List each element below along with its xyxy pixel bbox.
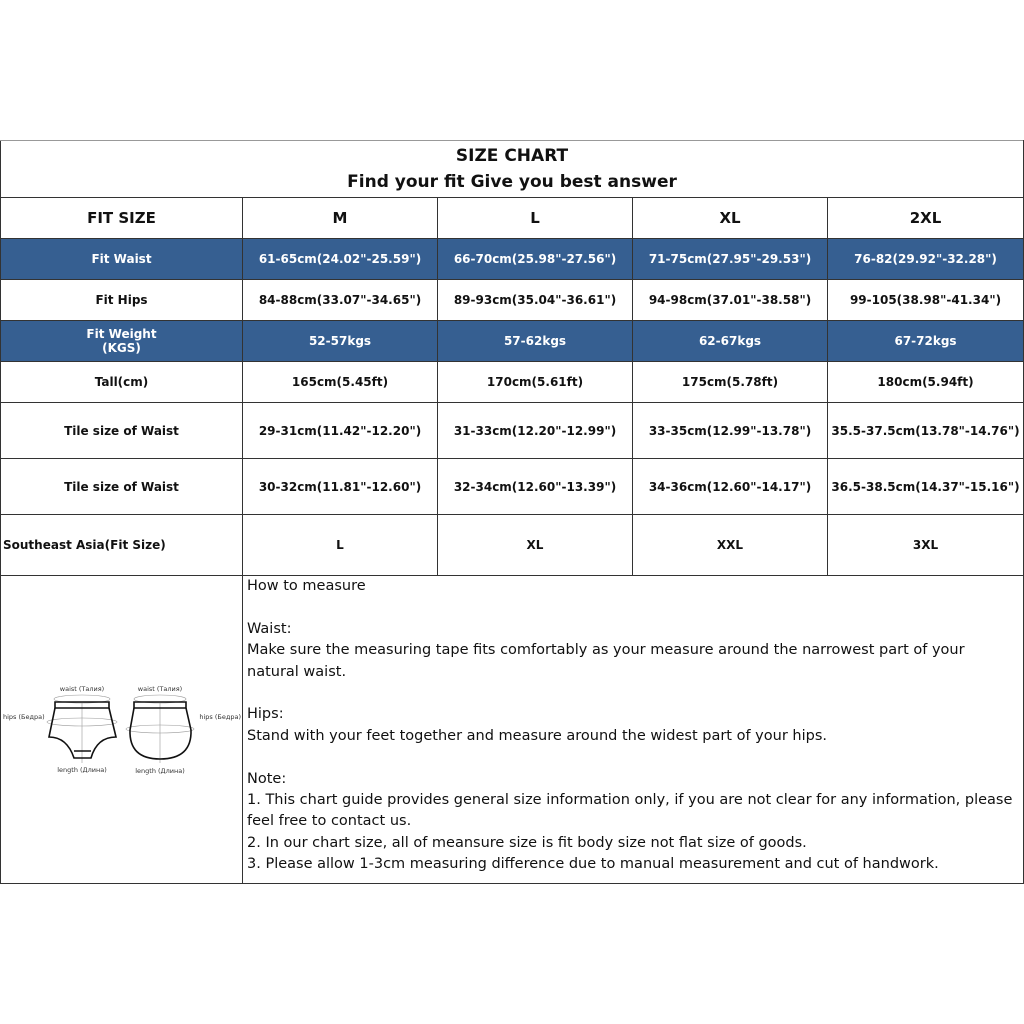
row-label: Fit Hips (1, 280, 243, 321)
cell: 31-33cm(12.20"-12.99") (438, 403, 633, 459)
table-row (1, 459, 1024, 515)
cell: 99-105(38.98"-41.34") (828, 280, 1024, 321)
waist-label: waist (Талия) (59, 684, 104, 693)
cell: 30-32cm(11.81"-12.60") (243, 459, 438, 515)
how-to-measure-cell (243, 576, 1024, 884)
cell: 66-70cm(25.98"-27.56") (438, 239, 633, 280)
row-label: Fit Waist (1, 239, 243, 280)
row-label: Tile size of Waist (1, 459, 243, 515)
hips-label: hips (Бедра) (2, 712, 45, 721)
header-label: FIT SIZE (1, 198, 243, 239)
row-label-line: (KGS) (102, 341, 141, 355)
row-label: Tile size of Waist (1, 403, 243, 459)
row-label: Southeast Asia(Fit Size) (1, 515, 243, 576)
cell: 170cm(5.61ft) (438, 362, 633, 403)
cell: 32-34cm(12.60"-13.39") (438, 459, 633, 515)
row-label-line: Fit Weight (86, 327, 157, 341)
cell: 165cm(5.45ft) (243, 362, 438, 403)
row-label (1, 321, 243, 362)
cell: 89-93cm(35.04"-36.61") (438, 280, 633, 321)
cell: 35.5-37.5cm(13.78"-14.76") (828, 403, 1024, 459)
table-row (1, 280, 1024, 321)
hips-text: Stand with your feet together and measure around the widest part of your hips. (247, 727, 827, 744)
header-size: M (243, 198, 438, 239)
cell: 67-72kgs (828, 321, 1024, 362)
length-label: length (Длина) (134, 766, 185, 775)
briefs-illustration (2, 675, 242, 785)
illustration-cell (1, 576, 243, 884)
table-row (1, 403, 1024, 459)
cell: 71-75cm(27.95"-29.53") (633, 239, 828, 280)
waist-text: Make sure the measuring tape fits comfortably as your measure around the narrowest part of your natural waist. (247, 642, 965, 680)
waist-label: waist (Талия) (137, 684, 182, 693)
note-item: 1. This chart guide provides general size information only, if you are not clear for any information, please feel free to contact us. (247, 792, 1013, 830)
cell: 52-57kgs (243, 321, 438, 362)
header-row (1, 198, 1024, 239)
cell: 33-35cm(12.99"-13.78") (633, 403, 828, 459)
hips-label: hips (Бедра) (198, 712, 241, 721)
header-size: XL (633, 198, 828, 239)
cell: 76-82(29.92"-32.28") (828, 239, 1024, 280)
hips-title: Hips: (247, 706, 284, 723)
length-label: length (Длина) (56, 765, 107, 774)
measure-heading: How to measure (247, 578, 366, 594)
cell: 29-31cm(11.42"-12.20") (243, 403, 438, 459)
cell: L (243, 515, 438, 576)
title-row (1, 141, 1024, 198)
cell: 61-65cm(24.02"-25.59") (243, 239, 438, 280)
note-item: 2. In our chart size, all of meansure size is fit body size not flat size of goods. (247, 834, 807, 851)
cell: 84-88cm(33.07"-34.65") (243, 280, 438, 321)
cell: 34-36cm(12.60"-14.17") (633, 459, 828, 515)
chart-subtitle: Find your fit Give you best answer (347, 172, 677, 192)
cell: 3XL (828, 515, 1024, 576)
waist-title: Waist: (247, 620, 292, 637)
table-row (1, 239, 1024, 280)
cell: 175cm(5.78ft) (633, 362, 828, 403)
cell: 36.5-38.5cm(14.37"-15.16") (828, 459, 1024, 515)
note-item: 3. Please allow 1-3cm measuring difference due to manual measurement and cut of handwork. (247, 856, 939, 873)
cell: 57-62kgs (438, 321, 633, 362)
cell: XXL (633, 515, 828, 576)
table-row (1, 362, 1024, 403)
size-chart-table (0, 140, 1024, 884)
table-row (1, 321, 1024, 362)
cell: 62-67kgs (633, 321, 828, 362)
title-cell (1, 141, 1024, 198)
table-row (1, 515, 1024, 576)
cell: XL (438, 515, 633, 576)
note-title: Note: (247, 770, 287, 787)
header-size: L (438, 198, 633, 239)
chart-title: SIZE CHART (455, 146, 569, 166)
cell: 180cm(5.94ft) (828, 362, 1024, 403)
measure-row (1, 576, 1024, 884)
cell: 94-98cm(37.01"-38.58") (633, 280, 828, 321)
row-label: Tall(cm) (1, 362, 243, 403)
header-size: 2XL (828, 198, 1024, 239)
